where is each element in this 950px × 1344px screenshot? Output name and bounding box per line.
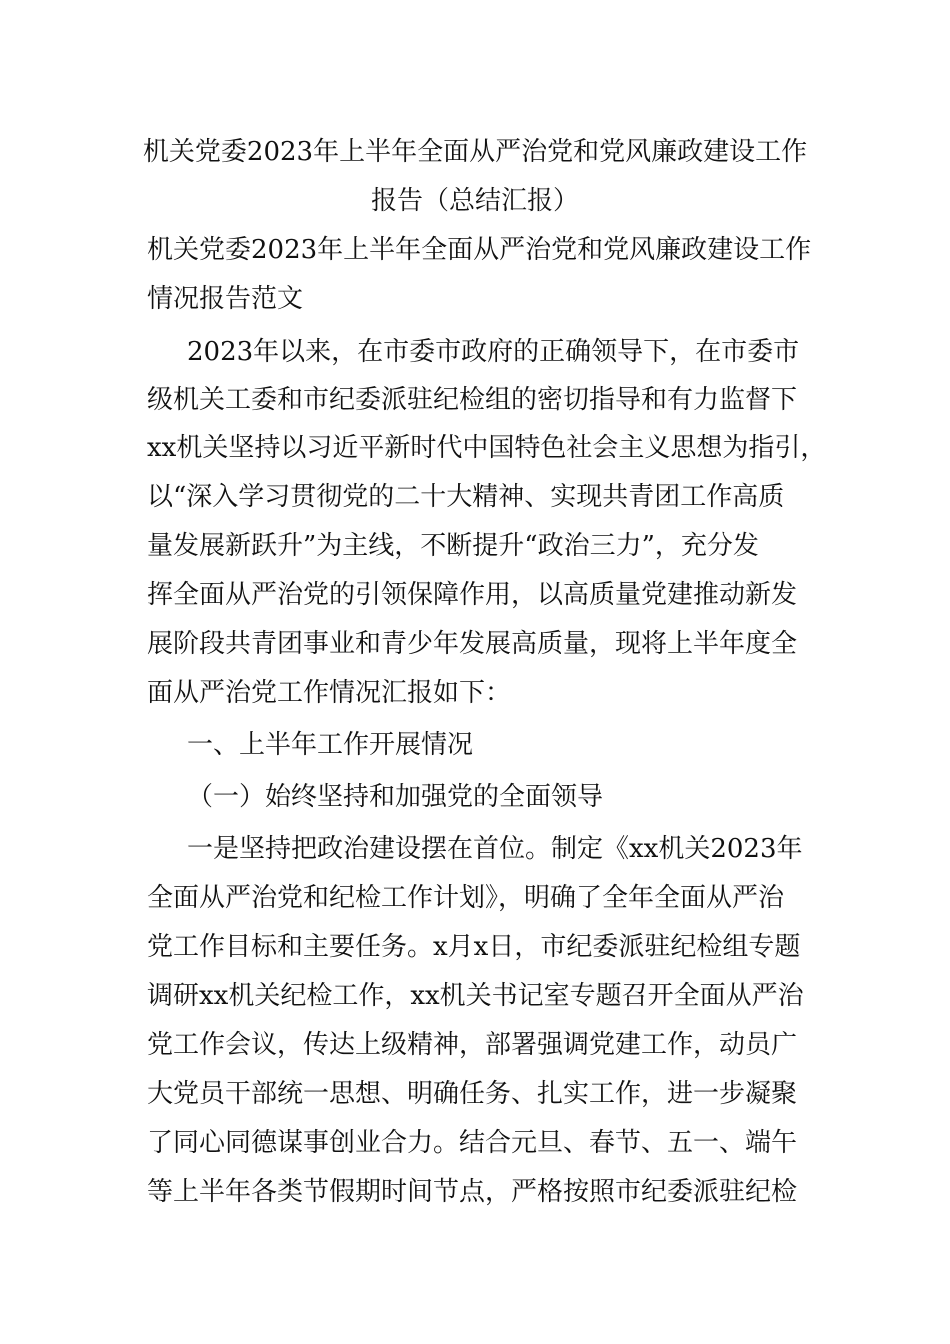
intro-line: 以“深入学习贯彻党的二十大精神、实现共青团工作高质 xyxy=(147,482,785,512)
document-title-line-2: 报告（总结汇报） xyxy=(370,186,579,216)
body-line: 等上半年各类节假期时间节点，严格按照市纪委派驻纪检 xyxy=(147,1177,798,1207)
subtitle-line-1: 机关党委2023年上半年全面从严治党和党风廉政建设工作 xyxy=(147,235,812,265)
intro-line: xx机关坚持以习近平新时代中国特色社会主义思想为指引， xyxy=(147,433,827,463)
body-line: 全面从严治党和纪检工作计划》，明确了全年全面从严治 xyxy=(147,883,785,913)
body-line: 了同心同德谋事创业合力。结合元旦、春节、五一、端午 xyxy=(147,1128,798,1158)
body-line: 调研xx机关纪检工作，xx机关书记室专题召开全面从严治 xyxy=(147,981,804,1011)
intro-line: 展阶段共青团事业和青少年发展高质量，现将上半年度全 xyxy=(147,629,798,659)
intro-line: 量发展新跃升”为主线，不断提升“政治三力”，充分发 xyxy=(147,531,759,561)
subsection-heading: （一）始终坚持和加强党的全面领导 xyxy=(187,782,604,812)
intro-line: 面从严治党工作情况汇报如下： xyxy=(147,678,512,708)
section-heading: 一、上半年工作开展情况 xyxy=(187,730,474,760)
body-line: 大党员干部统一思想、明确任务、扎实工作，进一步凝聚 xyxy=(147,1079,798,1109)
intro-line: 2023年以来，在市委市政府的正确领导下，在市委市 xyxy=(187,337,800,367)
document-title-line-1: 机关党委2023年上半年全面从严治党和党风廉政建设工作 xyxy=(142,137,808,167)
subtitle-line-2: 情况报告范文 xyxy=(147,284,304,314)
body-line: 一是坚持把政治建设摆在首位。制定《xx机关2023年 xyxy=(187,834,803,864)
body-line: 党工作会议，传达上级精神，部署强调党建工作，动员广 xyxy=(147,1030,798,1060)
intro-line: 挥全面从严治党的引领保障作用，以高质量党建推动新发 xyxy=(147,580,798,610)
body-line: 党工作目标和主要任务。x月x日，市纪委派驻纪检组专题 xyxy=(147,932,801,962)
intro-line: 级机关工委和市纪委派驻纪检组的密切指导和有力监督下 xyxy=(147,385,798,415)
